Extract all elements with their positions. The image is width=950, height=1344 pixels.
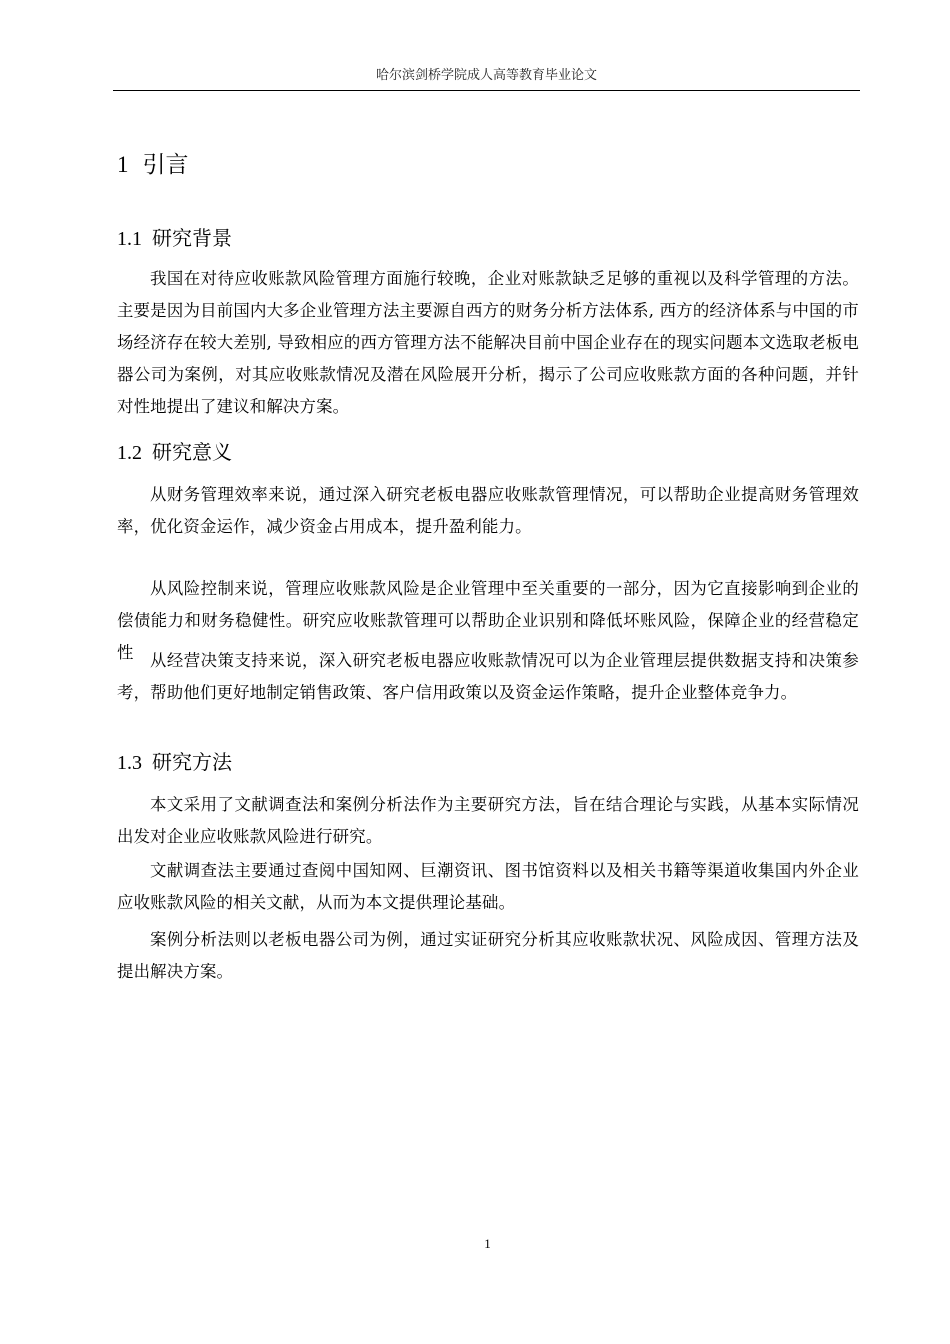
paragraph: 案例分析法则以老板电器公司为例，通过实证研究分析其应收账款状况、风险成因、管理方法及提出解决方案。: [117, 930, 859, 981]
running-header: [113, 66, 860, 91]
running-header-title: 哈尔滨剑桥学院成人高等教育毕业论文: [375, 68, 597, 83]
section-heading-1-1: [117, 223, 232, 254]
paragraph: 我国在对待应收账款风险管理方面施行较晚，企业对账款缺乏足够的重视以及科学管理的方法。主要是因为目前国内大多企业管理方法主要源自西方的财务分析方法体系, 西方的经济体系与中国的市场经济存在较大差别, 导致相应的西方管理方法不能解决目前中国企业存在的现实问题本文选取老板电器公司为案例，对其应收账款情况及潜在风险展开分析，揭示了公司应收账款方面的各种问题，并针对性地提出了建议和解决方案。: [117, 269, 859, 416]
section-number: 1.3: [117, 752, 142, 774]
section-title: 研究意义: [152, 440, 232, 464]
chapter-heading: [117, 148, 189, 182]
page-number: 1: [484, 1236, 491, 1251]
chapter-number: 1: [117, 152, 129, 177]
paragraph: 从经营决策支持来说，深入研究老板电器应收账款情况可以为企业管理层提供数据支持和决策参考，帮助他们更好地制定销售政策、客户信用政策以及资金运作策略，提升企业整体竞争力。: [117, 651, 859, 702]
section-number: 1.1: [117, 228, 142, 250]
section-title: 研究背景: [152, 226, 232, 250]
section-heading-1-2: [117, 437, 232, 468]
chapter-title: 引言: [142, 152, 189, 178]
section-number: 1.2: [117, 442, 142, 464]
paragraph: 从风险控制来说，管理应收账款风险是企业管理中至关重要的一部分，因为它直接影响到企业的偿债能力和财务稳健性。研究应收账款管理可以帮助企业识别和降低坏账风险，保障企业的经营稳定性: [117, 579, 859, 662]
paragraph: 文献调查法主要通过查阅中国知网、巨潮资讯、图书馆资料以及相关书籍等渠道收集国内外企业应收账款风险的相关文献，从而为本文提供理论基础。: [117, 861, 859, 912]
paragraph: 从财务管理效率来说，通过深入研究老板电器应收账款管理情况，可以帮助企业提高财务管理效率，优化资金运作，减少资金占用成本，提升盈利能力。: [117, 485, 859, 536]
section-title: 研究方法: [152, 750, 232, 774]
section-heading-1-3: [117, 747, 232, 778]
paragraph: 本文采用了文献调查法和案例分析法作为主要研究方法，旨在结合理论与实践，从基本实际情况出发对企业应收账款风险进行研究。: [117, 795, 859, 846]
